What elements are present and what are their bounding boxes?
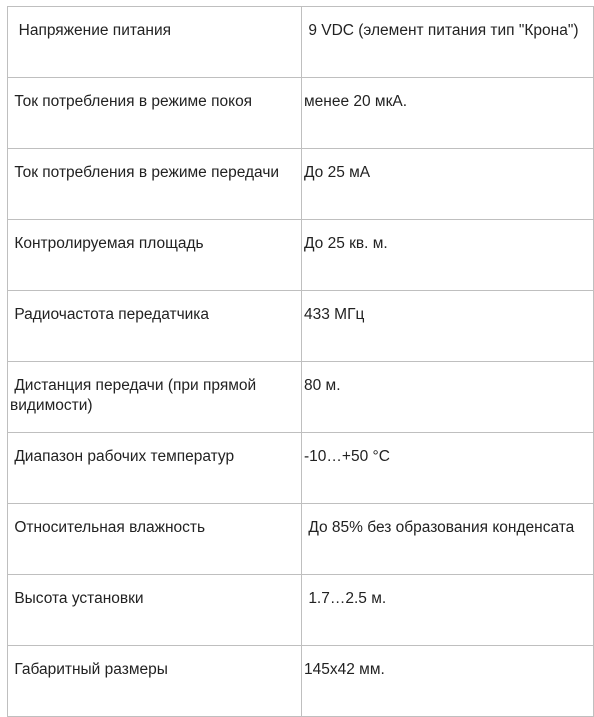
table-row	[8, 78, 594, 149]
parameter-cell: Ток потребления в режиме покоя	[8, 78, 302, 149]
value-cell: 433 МГц	[302, 291, 594, 362]
parameter-cell: Радиочастота передатчика	[8, 291, 302, 362]
parameter-cell: Напряжение питания	[8, 7, 302, 78]
parameter-cell: Контролируемая площадь	[8, 220, 302, 291]
value-cell: менее 20 мкА.	[302, 78, 594, 149]
table-row	[8, 433, 594, 504]
value-cell: 80 м.	[302, 362, 594, 433]
table-row	[8, 149, 594, 220]
value-cell: 1.7…2.5 м.	[302, 575, 594, 646]
value-cell: 145х42 мм.	[302, 646, 594, 717]
table-row	[8, 291, 594, 362]
parameter-cell: Дистанция передачи (при прямой видимости)	[8, 362, 302, 433]
value-cell: До 85% без образования конденсата	[302, 504, 594, 575]
parameter-cell: Ток потребления в режиме передачи	[8, 149, 302, 220]
parameter-cell: Диапазон рабочих температур	[8, 433, 302, 504]
value-cell: 9 VDC (элемент питания тип "Крона")	[302, 7, 594, 78]
parameter-cell: Габаритный размеры	[8, 646, 302, 717]
value-cell: До 25 кв. м.	[302, 220, 594, 291]
parameter-cell: Высота установки	[8, 575, 302, 646]
table-row	[8, 575, 594, 646]
table-row	[8, 7, 594, 78]
table-row	[8, 646, 594, 717]
table-row	[8, 504, 594, 575]
value-cell: -10…+50 °C	[302, 433, 594, 504]
specifications-table	[7, 6, 594, 717]
table-row	[8, 362, 594, 433]
table-row	[8, 220, 594, 291]
value-cell: До 25 мА	[302, 149, 594, 220]
parameter-cell: Относительная влажность	[8, 504, 302, 575]
